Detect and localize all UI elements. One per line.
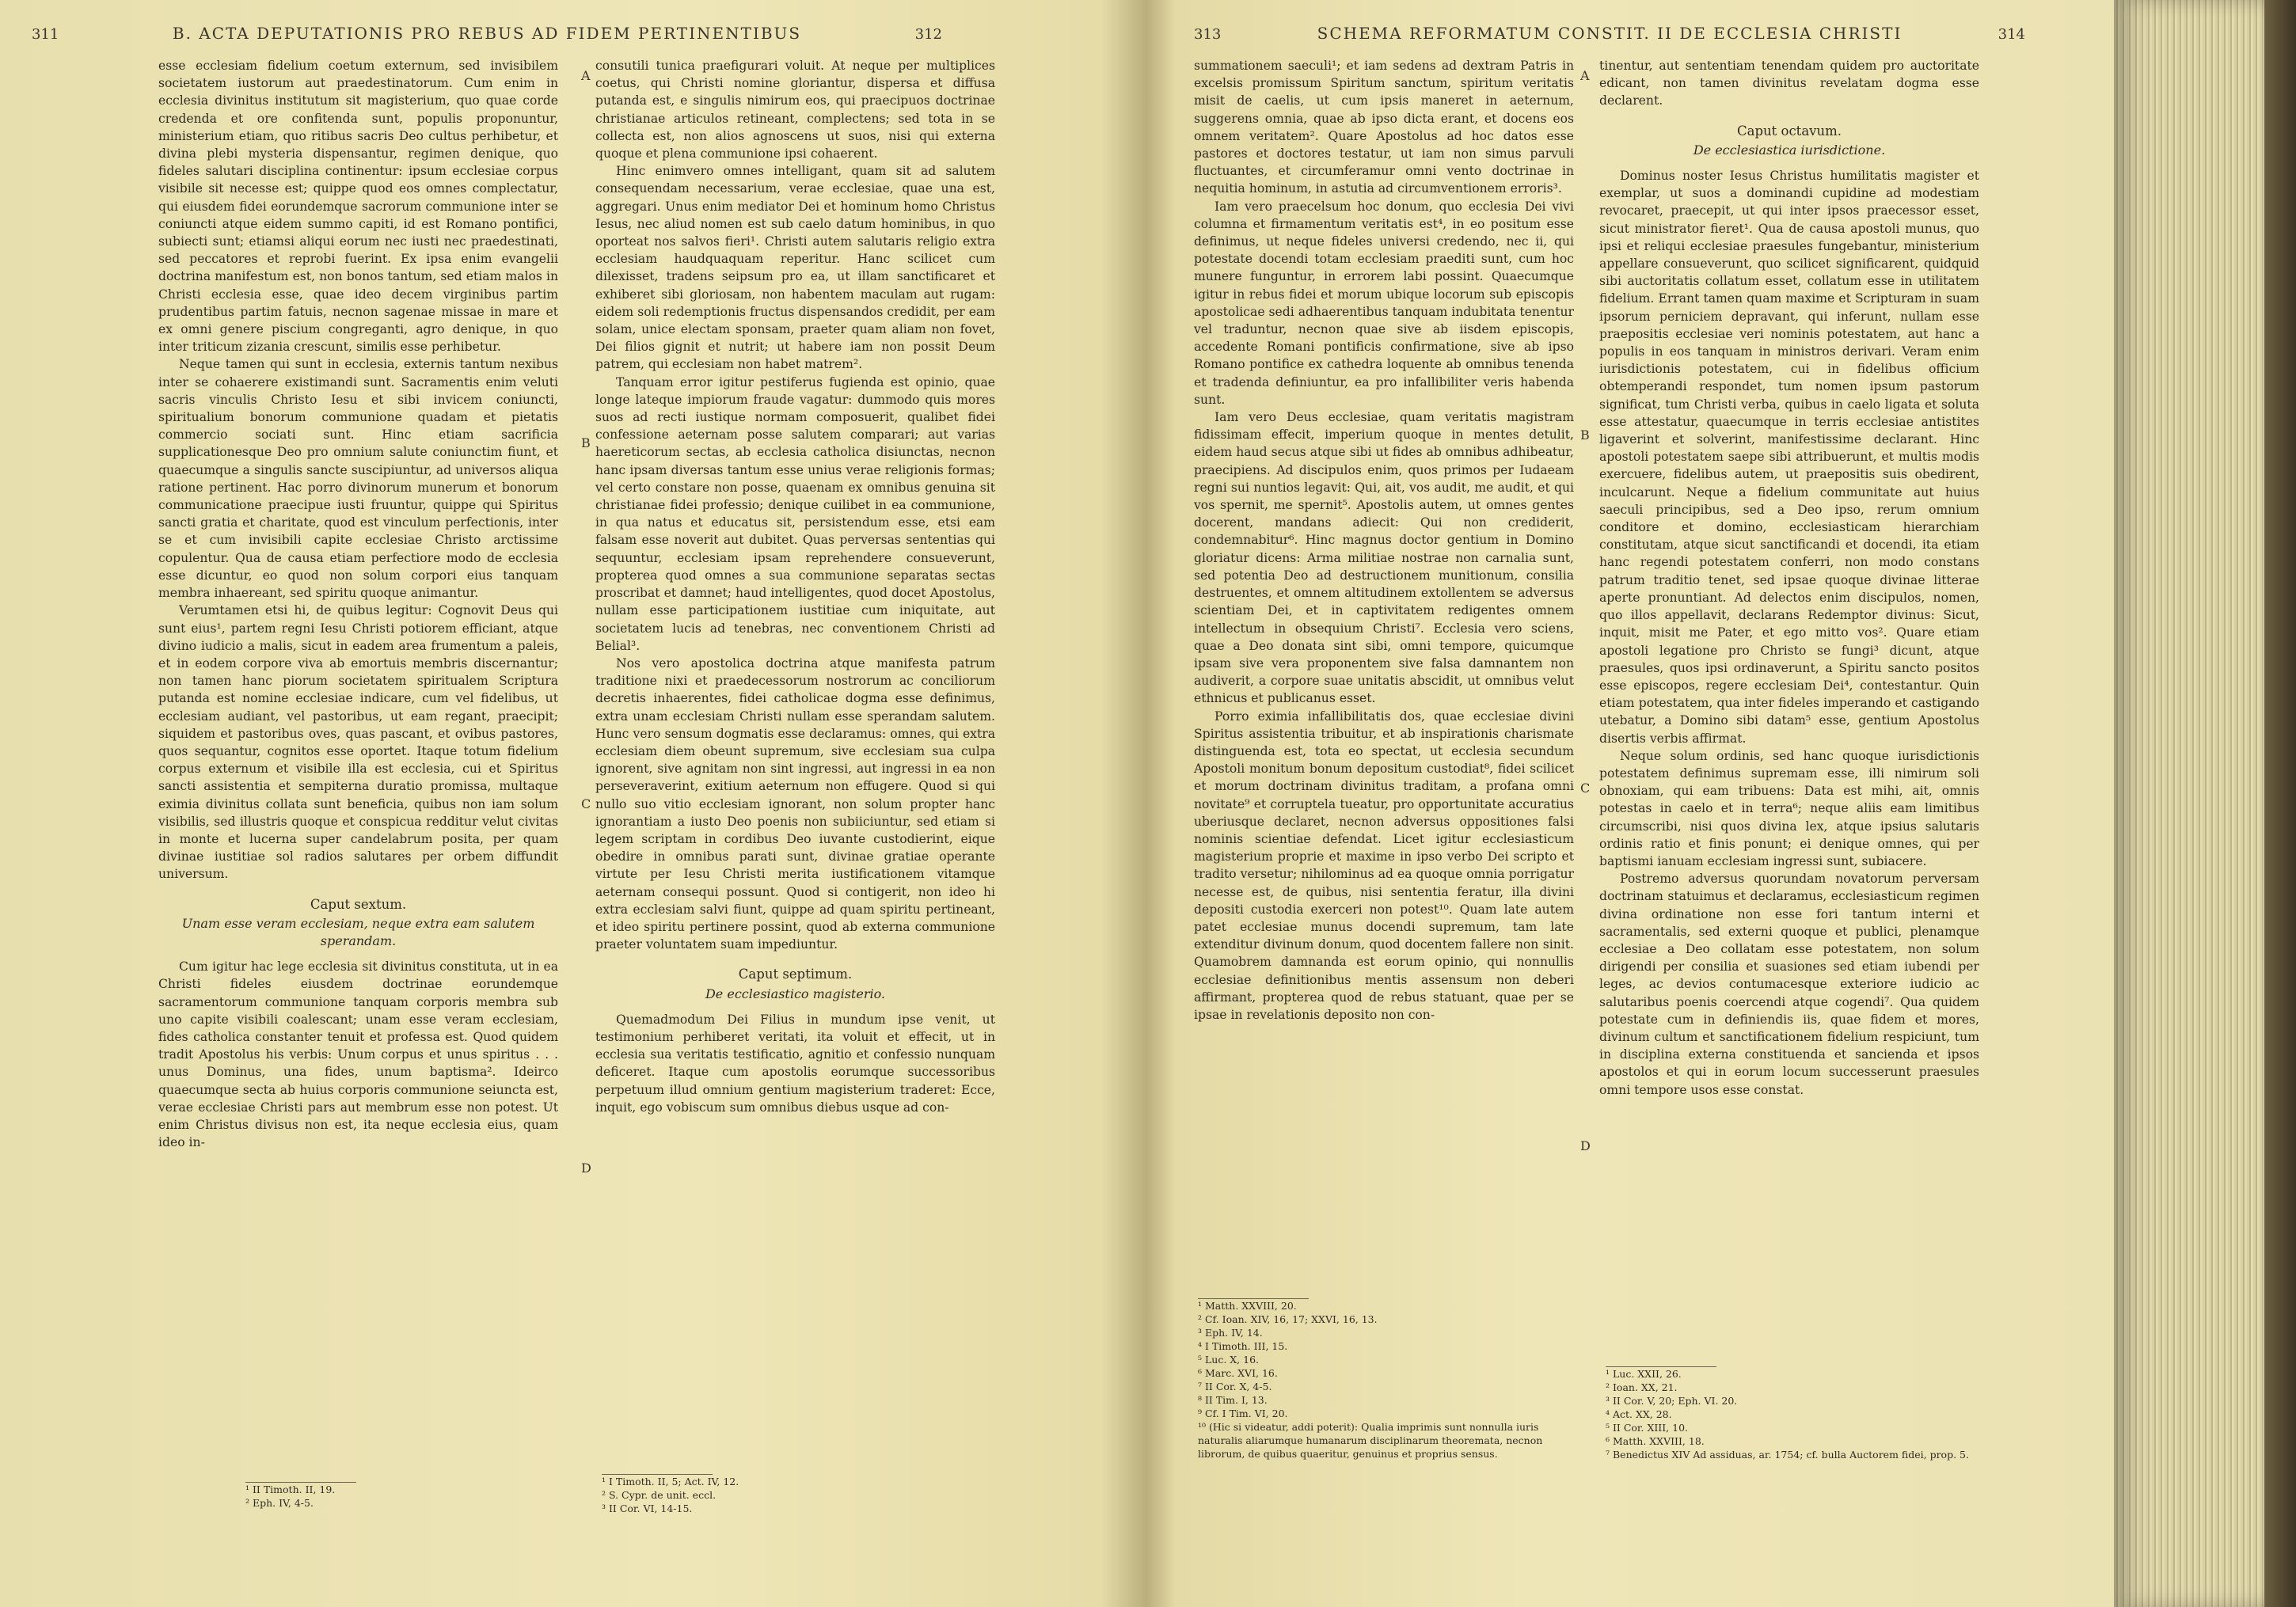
footnote: ² Ioan. XX, 21.: [1606, 1381, 1678, 1393]
paragraph: consutili tunica praefigurari voluit. At neque per multiplices coetus, qui Christi nomine gloriantur, dispersa et diffusa putanda est, e singulis nimirum eos, qui praecipuos doctrinae christianae articulos retineant, complectens; sed tota in se collecta est, non alios agnoscens ut suos, nisi qui externa quoque et plena communione ipsi cohaerent.: [595, 59, 995, 161]
footnote: ⁴ I Timoth. III, 15.: [1198, 1340, 1288, 1352]
footnote: ² S. Cypr. de unit. eccl.: [602, 1489, 717, 1501]
right-page: [1146, 0, 2114, 1607]
footnote: ⁵ II Cor. XIII, 10.: [1606, 1422, 1689, 1434]
right-column-1: [1194, 57, 1574, 1308]
footnote: ³ Eph. IV, 14.: [1198, 1327, 1263, 1339]
footnote: ⁹ Cf. I Tim. VI, 20.: [1198, 1408, 1288, 1419]
footnote: ¹ I Timoth. II, 5; Act. IV, 12.: [602, 1476, 739, 1487]
right-page-header: [1194, 24, 2025, 43]
book-cover-edge: [2264, 0, 2296, 1607]
footnote: ⁶ Matth. XXVIII, 18.: [1606, 1435, 1705, 1447]
left-column-2: [595, 57, 995, 1545]
paragraph: Neque tamen qui sunt in ecclesia, externis tantum nexibus inter se cohaerere existimandi sunt. Sacramentis enim veluti sacris vinculis Christo Iesu et sibi invicem coniuncti, spiritualium bonorum communione quadam et pietatis commercio sociati sunt. Hinc etiam sacrificia supplicationesque Deo pro omnium salute coniunctim fiunt, et quaecumque a singulis sancte suscipiuntur, ad universos aliqua ratione pertinent. Hac porro divinorum munerum et bonorum communicatione praecipue iusti fruuntur, quippe qui Spiritus sancti gratia et charitate, quod est vinculum perfectionis, inter se et cum invisibili capite ecclesiae Christo arctissime copulentur. Qua de causa etiam perfectiore modo de ecclesia esse dicuntur, eo quod non solum corpori eius tanquam membra inhaereant, sed spiritu quoque animantur.: [158, 357, 558, 601]
paragraph: Neque solum ordinis, sed hanc quoque iurisdictionis potestatem definimus supremam esse, illi nimirum soli obnoxiam, qui eam tribuens: Data est mihi, ait, omnis potestas in caelo et in terra⁶; neque aliis eam limitibus circumscribi, nisi quos divina lex, atque ipsius salutaris ordinis ratio et finis ponunt; ei denique omnes, qui per baptismi ianuam ecclesiam ingressi sunt, subiacere.: [1599, 748, 1979, 868]
left-column-1: [158, 57, 558, 1545]
footnote: ⁷ II Cor. X, 4-5.: [1198, 1381, 1272, 1392]
footnote: ³ II Cor. V, 20; Eph. VI. 20.: [1606, 1395, 1738, 1407]
footnote: ² Eph. IV, 4-5.: [245, 1497, 314, 1509]
running-title-right: SCHEMA REFORMATUM CONSTIT. II DE ECCLESIA CHRISTI: [1317, 24, 1903, 43]
page-number-311: 311: [32, 26, 59, 43]
footnote: ² Cf. Ioan. XIV, 16, 17; XXVI, 16, 13.: [1198, 1313, 1378, 1325]
page-number-312: 312: [914, 26, 942, 43]
margin-letter: C: [581, 796, 591, 811]
paragraph: summationem saeculi¹; et iam sedens ad dextram Patris in excelsis promissum Spiritum sanctum, spiritum veritatis misit de caelis, ut cum ipsis maneret in aeternum, suggerens omnia, quae ab ipso dicta erant, et docens eos omnem veritatem². Quare Apostolus ad hoc datos esse pastores et doctores testatur, ut iam non simus parvuli fluctuantes, et circumferamur omni vento doctrinae in nequitia hominum, in astutia ad circumventionem erroris³.: [1194, 59, 1574, 196]
paragraph: Verumtamen etsi hi, de quibus legitur: Cognovit Deus qui sunt eius¹, partem regni Iesu Christi potiorem efficiant, atque divino iudicio a malis, sicut in eadem area frumentum a paleis, et in eodem corpore viva ab emortuis membris discernantur; non tamen hanc piorum societatem spiritualem Scriptura putanda est nomine ecclesiae indicare, cum vel fidelibus, ut ecclesiam audiant, vel pastoribus, ut eam regant, praecipit; siquidem et pastoribus oves, quas pascant, et ovibus pastores, quos sequantur, cognitos esse oportet. Itaque totum fidelium corpus externum et visibile illa est ecclesia, cui et Spiritus sancti assistentia et sempiterna duratio promissa, multaque eximia divinitus collata sunt beneficia, quibus non iam solum visibilis, sed illustris quoque et conspicua redditur velut civitas in monte et lucerna super candelabrum posita, per quam divinae iustitiae sol radios salutares per orbem diffundit universum.: [158, 603, 558, 882]
paragraph: Cum igitur hac lege ecclesia sit divinitus constituta, ut in ea Christi fideles eiusdem doctrinae eorundemque sacramentorum communione tanquam corporis membra sub uno capite visibili coalescant; unam esse veram ecclesiam, fides catholica constanter tenuit et professa est. Quod quidem tradit Apostolus his verbis: Unum corpus et unus spiritus . . . unus Dominus, una fides, unum baptisma². Ideirco quaecumque secta ab huius corporis communione seiuncta est, verae ecclesiae Christi pars aut membrum esse non potest. Ut enim Christus divisus non est, ita neque ecclesia eius, quam ideo in-: [158, 959, 558, 1150]
margin-letter: A: [1580, 68, 1590, 83]
left-page-header: [32, 24, 942, 43]
margin-letter: D: [1580, 1138, 1591, 1153]
footnote: ¹ Luc. XXII, 26.: [1606, 1368, 1682, 1380]
paragraph: Quemadmodum Dei Filius in mundum ipse venit, ut testimonium perhiberet veritati, ita voluit et effecit, ut in ecclesia sua veritatis testificatio, agnitio et confessio nunquam deficeret. Itaque cum apostolis eorumque successoribus perpetuum illud omnium gentium magisterium traderet: Ecce, inquit, ego vobiscum sum omnibus diebus usque ad con-: [595, 1012, 995, 1115]
footnotes-right-2: [1606, 1366, 1978, 1461]
margin-letter: B: [581, 435, 591, 450]
running-title-left: B. ACTA DEPUTATIONIS PRO REBUS AD FIDEM PERTINENTIBUS: [172, 24, 802, 43]
footnote: ³ II Cor. VI, 14-15.: [602, 1503, 693, 1514]
margin-letter: C: [1580, 781, 1591, 796]
chapter-subtitle: Unam esse veram ecclesiam, neque extra eam salutem sperandam.: [181, 915, 535, 948]
margin-letter: B: [1580, 427, 1590, 443]
paragraph: Iam vero Deus ecclesiae, quam veritatis magistram fidissimam effecit, imperium quoque in mentes detulit, eidem haud secus atque sibi ut fides ab omnibus adhibeatur, praecipiens. Ad discipulos enim, quos primos per Iudaeam regni sui nuntios legavit: Qui, ait, vos audit, me audit, et qui vos spernit, me spernit⁵. Apostolis autem, ut omnes gentes docerent, mandans adiecit: Qui non crediderit, condemnabitur⁶. Hinc magnus doctor gentium in Domino gloriatur dicens: Arma militiae nostrae non carnalia sunt, sed potentia Deo ad destructionem munitionum, consilia destruentes, et omnem altitudinem extollentem se adversus scientiam Dei, et in captivitatem redigentes omnem intellectum in obsequium Christi⁷. Ecclesia vero sciens, quae a Deo donata sint sibi, omni tempore, quicumque ipsam sive vera proponentem sive falsa damnantem non audiverit, a corpore suae unitatis abscidit, ut omnibus velut ethnicus et publicanus esset.: [1194, 410, 1574, 706]
footnote: ¹ Matth. XXVIII, 20.: [1198, 1300, 1297, 1312]
footnote: ¹ II Timoth. II, 19.: [245, 1484, 336, 1495]
left-page: [0, 0, 1146, 1607]
chapter-title: Caput octavum.: [1736, 123, 1842, 139]
right-column-2: [1599, 57, 1979, 1355]
footnote: ⁶ Marc. XVI, 16.: [1198, 1367, 1278, 1379]
chapter-title: Caput septimum.: [738, 967, 853, 982]
paragraph: Dominus noster Iesus Christus humilitatis magister et exemplar, ut suos a dominandi cupidine ad modestiam revocaret, praecepit, ut qui inter ipsos praecessor esset, sicut ministrator fieret¹. Qua de causa apostoli munus, quo ipsi et reliqui ecclesiae praesules fungebantur, ministerium appellare consueverunt, quo scilicet significarent, quidquid sibi auctoritatis collatum esset, collatum esse in utilitatem fidelium. Errant tamen quam maxime et Scripturam in suam ipsorum perniciem depravant, qui inferunt, nullam esse praepositis ecclesiae veri nominis potestatem, aut hanc a populis in eos tanquam in ministros derivari. Veram enim iurisdictionis potestatem, cui in fidelibus officium obtemperandi respondet, tum nomen ipsum pastorum significat, tum Christi verba, quibus in caelo ligata et soluta esse attestatur, quaecumque in terris ecclesiae antistites ligaverint et solverint, manifestissime declarant. Hinc apostoli potestatem saepe sibi attribuerunt, et multis modis exercuere, fidelibus autem, ut praepositis suis obedirent, inculcarunt. Neque a fidelium communitate aut huius saeculi principibus, sed a Deo ipso, rerum omnium conditore et domino, ecclesiasticam hierarchiam constitutam, atque sicut sanctificandi et docendi, ita etiam hanc regendi potestatem conferri, non modo constans patrum traditio tenet, sed ipsae quoque divinae litterae aperte pronuntiant. Ad delectos enim discipulos, nomen, quo illos appellavit, declarans Redemptor divinus: Sicut, inquit, misit me Pater, et ego mitto vos². Quare etiam apostoli legatione pro Christo se fungi³ dicunt, atque praesules, quos ipsi ordinaverunt, a Spiritu sancto positos esse episcopos, regere ecclesiam Dei⁴, contestantur. Quin etiam potestatem, qua inter fideles imperando et castigando utebatur, a Domino sibi datam⁵ esse, gentium Apostolus disertis verbis affirmat.: [1599, 169, 1979, 746]
chapter-subtitle: De ecclesiastica iurisdictione.: [1693, 142, 1886, 158]
margin-letter: D: [581, 1161, 591, 1176]
chapter-title: Caput sextum.: [310, 896, 407, 912]
footnotes-right-1: [1198, 1298, 1570, 1461]
margin-letter: A: [581, 68, 591, 83]
paragraph: Postremo adversus quorundam novatorum perversam doctrinam statuimus et declaramus, ecclesiasticum regimen divina ordinatione non esse fori tantum interni et sacramentalis, sed externi quoque et publici, plenamque ecclesiae a Deo collatam esse potestatem, non solum dirigendi per consilia et suasiones sed etiam iubendi per leges, ac devios contumacesque exteriore iudicio ac salutaribus poenis coercendi atque cogendi⁷. Qua quidem potestate cum in definiendis iis, quae fidem et mores, divinum cultum et sanctificationem fidelium respiciunt, tum in disciplina externa constituenda et sancienda et ipsos apostolos et qui in eorum locum successerunt praesules omni tempore usos esse constat.: [1599, 872, 1979, 1097]
paragraph: Hinc enimvero omnes intelligant, quam sit ad salutem consequendam necessarium, verae ecclesiae, quae una est, aggregari. Unus enim mediator Dei et hominum homo Christus Iesus, nec aliud nomen est sub caelo datum hominibus, in quo oporteat nos salvos fieri¹. Christi autem salutaris religio extra ecclesiam haudquaquam reperitur. Hanc scilicet cum dilexisset, tradens seipsum pro ea, ut illam sanctificaret et exhiberet sibi gloriosam, non habentem maculam aut rugam: eidem soli redemptionis fructus dispensandos credidit, per eam solam, unice electam sponsam, praeter quam aliam non fovet, Dei filios gignit et nutrit; ut habere iam non possit Deum patrem, qui ecclesiam non habet matrem².: [595, 164, 995, 372]
footnote: ⁷ Benedictus XIV Ad assiduas, ar. 1754; cf. bulla Auctorem fidei, prop. 5.: [1606, 1449, 1969, 1461]
footnotes-left-2: [602, 1474, 910, 1515]
chapter-subtitle: De ecclesiastico magisterio.: [705, 986, 886, 1001]
footnotes-left-1: [245, 1482, 554, 1510]
page-number-314: 314: [1998, 26, 2025, 43]
paragraph: Tanquam error igitur pestiferus fugienda est opinio, quae longe lateque impiorum fraude vagatur: dummodo quis mores suos ad recti iustique normam composuerit, qualibet fidei confessione aeternam posse salutem comparari; aut varias haereticorum sectas, ab ecclesia catholica disiunctas, necnon hanc ipsam diversas tantum esse unius verae religionis formas; vel certo constare non posse, quaenam ex omnibus genuina sit christianae fidei professio; denique cuilibet in ea communione, in qua natus et educatus sit, persistendum esse, etsi eam falsam esse noverit aut dubitet. Quas perversas sententias qui sequuntur, ecclesiam ipsam reprehendere consueverunt, propterea quod omnes a sua communione separatas sectas proscribat et damnet; haud intelligentes, quod docet Apostolus, nullam esse participationem iustitiae cum iniquitate, aut societatem lucis ad tenebras, nec conventionem Christi ad Belial³.: [595, 374, 995, 653]
footnote: ⁴ Act. XX, 28.: [1606, 1408, 1672, 1420]
page-number-313: 313: [1194, 26, 1222, 43]
paragraph: esse ecclesiam fidelium coetum externum, sed invisibilem societatem iustorum aut praedestinatorum. Cum enim in ecclesia divinitus institutum sit magisterium, quo quae corde credenda et ore confitenda sunt, populis proponuntur, ministerium etiam, quo ritibus sacris Deo cultus perhibetur, et divina plebi mysteria dispensantur, regimen denique, quo fideles salutari disciplina continentur: ipsum ecclesiae corpus visibile sit necesse est; quippe quod eos omnes complectatur, qui eiusdem fidei eorundemque sacrorum communione inter se coniuncti atque eidem summo capiti, id est Romano pontifici, subiecti sunt; etiamsi aliqui eorum nec iusti nec praedestinati, sed peccatores et reprobi fuerint. Ex ipsa enim evangelii doctrina manifestum est, non bonos tantum, sed etiam malos in Christi ecclesia esse, quae ideo decem virginibus partim prudentibus partim fatuis, necnon sagenae missae in mare et ex omni genere piscium congreganti, agro denique, in quo inter triticum zizania crescunt, similis esse perhibetur.: [158, 59, 558, 355]
footnote: ⁸ II Tim. I, 13.: [1198, 1394, 1268, 1406]
footnote: ⁵ Luc. X, 16.: [1198, 1354, 1260, 1366]
paragraph: Iam vero praecelsum hoc donum, quo ecclesia Dei vivi columna et firmamentum veritatis est⁴, in eo positum esse definimus, ut neque fideles universi credendo, nec ii, qui potestate docendi totam ecclesiam praediti sunt, cum hoc munere funguntur, in errorem labi possint. Quaecumque igitur in rebus fidei et morum ubique locorum sub episcopis apostolicae sedi adhaerentibus tanquam indubitata tenentur vel traduntur, necnon quae sive ab iisdem episcopis, accedente Romani pontificis confirmatione, sive ab ipso Romano pontifice ex cathedra loquente ab omnibus tenenda et tradenda definiuntur, ea pro infallibiliter veris habenda sunt.: [1194, 199, 1574, 407]
paragraph: Nos vero apostolica doctrina atque manifesta patrum traditione nixi et praedecessorum nostrorum ac conciliorum decretis inhaerentes, fidei catholicae dogma esse definimus, extra unam ecclesiam Christi nullam esse sperandam salutem. Hunc vero sensum dogmatis esse declaramus: omnes, qui extra ecclesiam diem obeunt supremum, sive ecclesiam sua culpa ignorent, sive agnitam non sint ingressi, aut ingressi in ea non perseveraverint, exitium aeternum non effugere. Quod si qui nullo suo vitio ecclesiam ignorant, non solum propter hanc ignorantiam a iusto Deo poenis non subiiciuntur, sed etiam si legem scriptam in cordibus Deo iuvante custodierint, eique obedire in omnibus parati sunt, divinae gratiae operante virtute per Iesu Christi merita iustificationem vitamque aeternam consequi possunt. Quod si contigerit, non ideo hi extra ecclesiam salvi fiunt, quippe ad quam spiritu pertineant, et ideo spiritu pertinere possint, quod ab externa communione praeter voluntatem suam impediuntur.: [595, 655, 995, 952]
paragraph: tinentur, aut sententiam tenendam quidem pro auctoritate edicant, non tamen divinitus revelatam dogma esse declarent.: [1599, 59, 1979, 108]
paragraph: Porro eximia infallibilitatis dos, quae ecclesiae divini Spiritus assistentia tribuitur, et ab inspirationis charismate distinguenda est, tota eo spectat, ut ecclesia secundum Apostoli monitum bonum depositum custodiat⁸, fidei scilicet et morum doctrinam divinitus traditam, a profana omni novitate⁹ et corruptela tueatur, pro opportunitate accuratius uberiusque declaret, necnon adversus oppositiones falsi nominis scientiae defendat. Licet igitur ecclesiasticum magisterium proprie et maxime in ipso verbo Dei scripto et tradito versetur; nihilominus ad ea quoque omnia porrigatur necesse est, de quibus, nisi sententia feratur, illa divini depositi custodia exerceri non potest¹⁰. Quam late autem patet ecclesiae munus docendi supremum, tam late extenditur divinum donum, quod docentem fallere non sinit. Quamobrem damnanda est eorum opinio, qui nonnullis ecclesiae definitionibus mentis assensum non deberi affirmant, propterea quod de rebus statuant, quae per se ipsae in revelationis deposito non con-: [1194, 709, 1574, 1022]
footnote: ¹⁰ (Hic si videatur, addi poterit): Qualia imprimis sunt nonnulla iuris naturalis aliarumque humanarum disciplinarum theoremata, necnon librorum, de quibus quaeritur, genuinus et proprius sensus.: [1198, 1421, 1543, 1460]
